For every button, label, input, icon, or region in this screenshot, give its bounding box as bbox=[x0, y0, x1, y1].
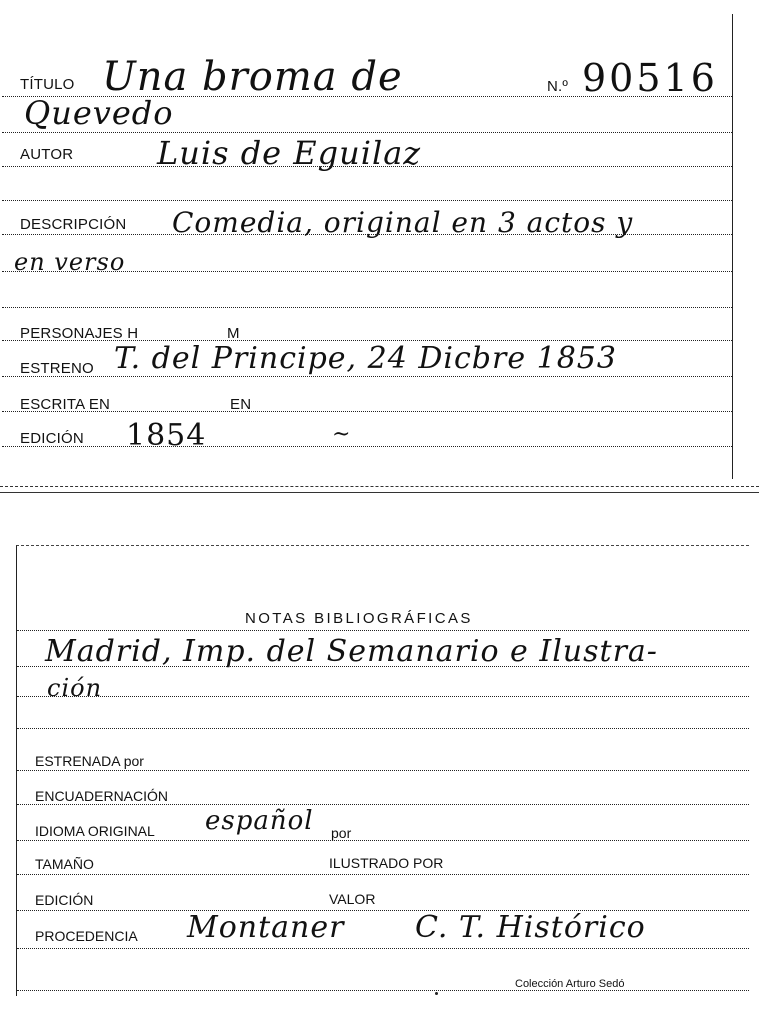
estrenada-label: ESTRENADA por bbox=[35, 753, 144, 769]
scan-speck bbox=[435, 992, 438, 995]
rule-line bbox=[17, 666, 749, 667]
descripcion-value: Comedia, original en 3 actos y bbox=[172, 206, 634, 239]
titulo-value-continued: Quevedo bbox=[24, 94, 174, 132]
idioma-label: IDIOMA ORIGINAL bbox=[35, 823, 155, 839]
notes-value-continued: ción bbox=[47, 674, 103, 702]
rule-line bbox=[17, 948, 749, 949]
catalog-card-back bbox=[16, 545, 749, 996]
idioma-por-label: por bbox=[331, 825, 352, 841]
procedencia-label: PROCEDENCIA bbox=[35, 928, 138, 944]
idioma-value: español bbox=[205, 806, 314, 836]
autor-label: AUTOR bbox=[20, 146, 74, 163]
card-edge bbox=[0, 486, 759, 487]
rule-line bbox=[2, 446, 732, 447]
numero-value: 90516 bbox=[582, 56, 718, 100]
numero-label: N.º bbox=[547, 78, 569, 95]
autor-value: Luis de Eguilaz bbox=[157, 134, 422, 172]
edicion-value: 1854 bbox=[126, 418, 207, 453]
procedencia-value: Montaner bbox=[187, 910, 345, 945]
rule-line bbox=[2, 376, 732, 377]
escrita-label: ESCRITA EN bbox=[20, 396, 111, 413]
pencil-dash-mark: ~ bbox=[332, 422, 352, 447]
card-edge bbox=[0, 492, 759, 493]
rule-line bbox=[2, 132, 732, 133]
rule-line bbox=[17, 804, 749, 805]
descripcion-value-continued: en verso bbox=[14, 248, 126, 276]
estreno-value: T. del Principe, 24 Dicbre 1853 bbox=[114, 341, 617, 376]
descripcion-label: DESCRIPCIÓN bbox=[20, 216, 127, 233]
personajes-m-label: M bbox=[227, 325, 240, 342]
edicion-label: EDICIÓN bbox=[20, 430, 84, 447]
rule-line bbox=[17, 874, 749, 875]
rule-line bbox=[17, 770, 749, 771]
encuadernacion-label: ENCUADERNACIÓN bbox=[35, 788, 169, 804]
titulo-value: Una broma de bbox=[102, 54, 403, 100]
personajes-label: PERSONAJES H bbox=[20, 325, 139, 342]
tamano-label: TAMAÑO bbox=[35, 856, 94, 872]
notes-value: Madrid, Imp. del Semanario e Ilustra- bbox=[45, 634, 658, 669]
rule-line bbox=[2, 411, 732, 412]
procedencia-value-2: C. T. Histórico bbox=[415, 910, 646, 945]
notes-title: NOTAS BIBLIOGRÁFICAS bbox=[245, 610, 473, 627]
rule-line bbox=[17, 990, 749, 991]
rule-line bbox=[17, 728, 749, 729]
edicion-back-label: EDICIÓN bbox=[35, 892, 94, 908]
rule-line bbox=[2, 307, 732, 308]
collection-stamp: Colección Arturo Sedó bbox=[515, 978, 625, 990]
estreno-label: ESTRENO bbox=[20, 360, 94, 377]
catalog-card-front bbox=[2, 14, 733, 479]
ilustrado-label: ILUSTRADO POR bbox=[329, 855, 444, 871]
rule-line bbox=[17, 840, 749, 841]
escrita-en-label: EN bbox=[230, 396, 252, 413]
rule-line bbox=[2, 200, 732, 201]
rule-line bbox=[17, 696, 749, 697]
valor-label: VALOR bbox=[329, 891, 376, 907]
rule-line bbox=[17, 630, 749, 631]
titulo-label: TÍTULO bbox=[20, 76, 75, 93]
